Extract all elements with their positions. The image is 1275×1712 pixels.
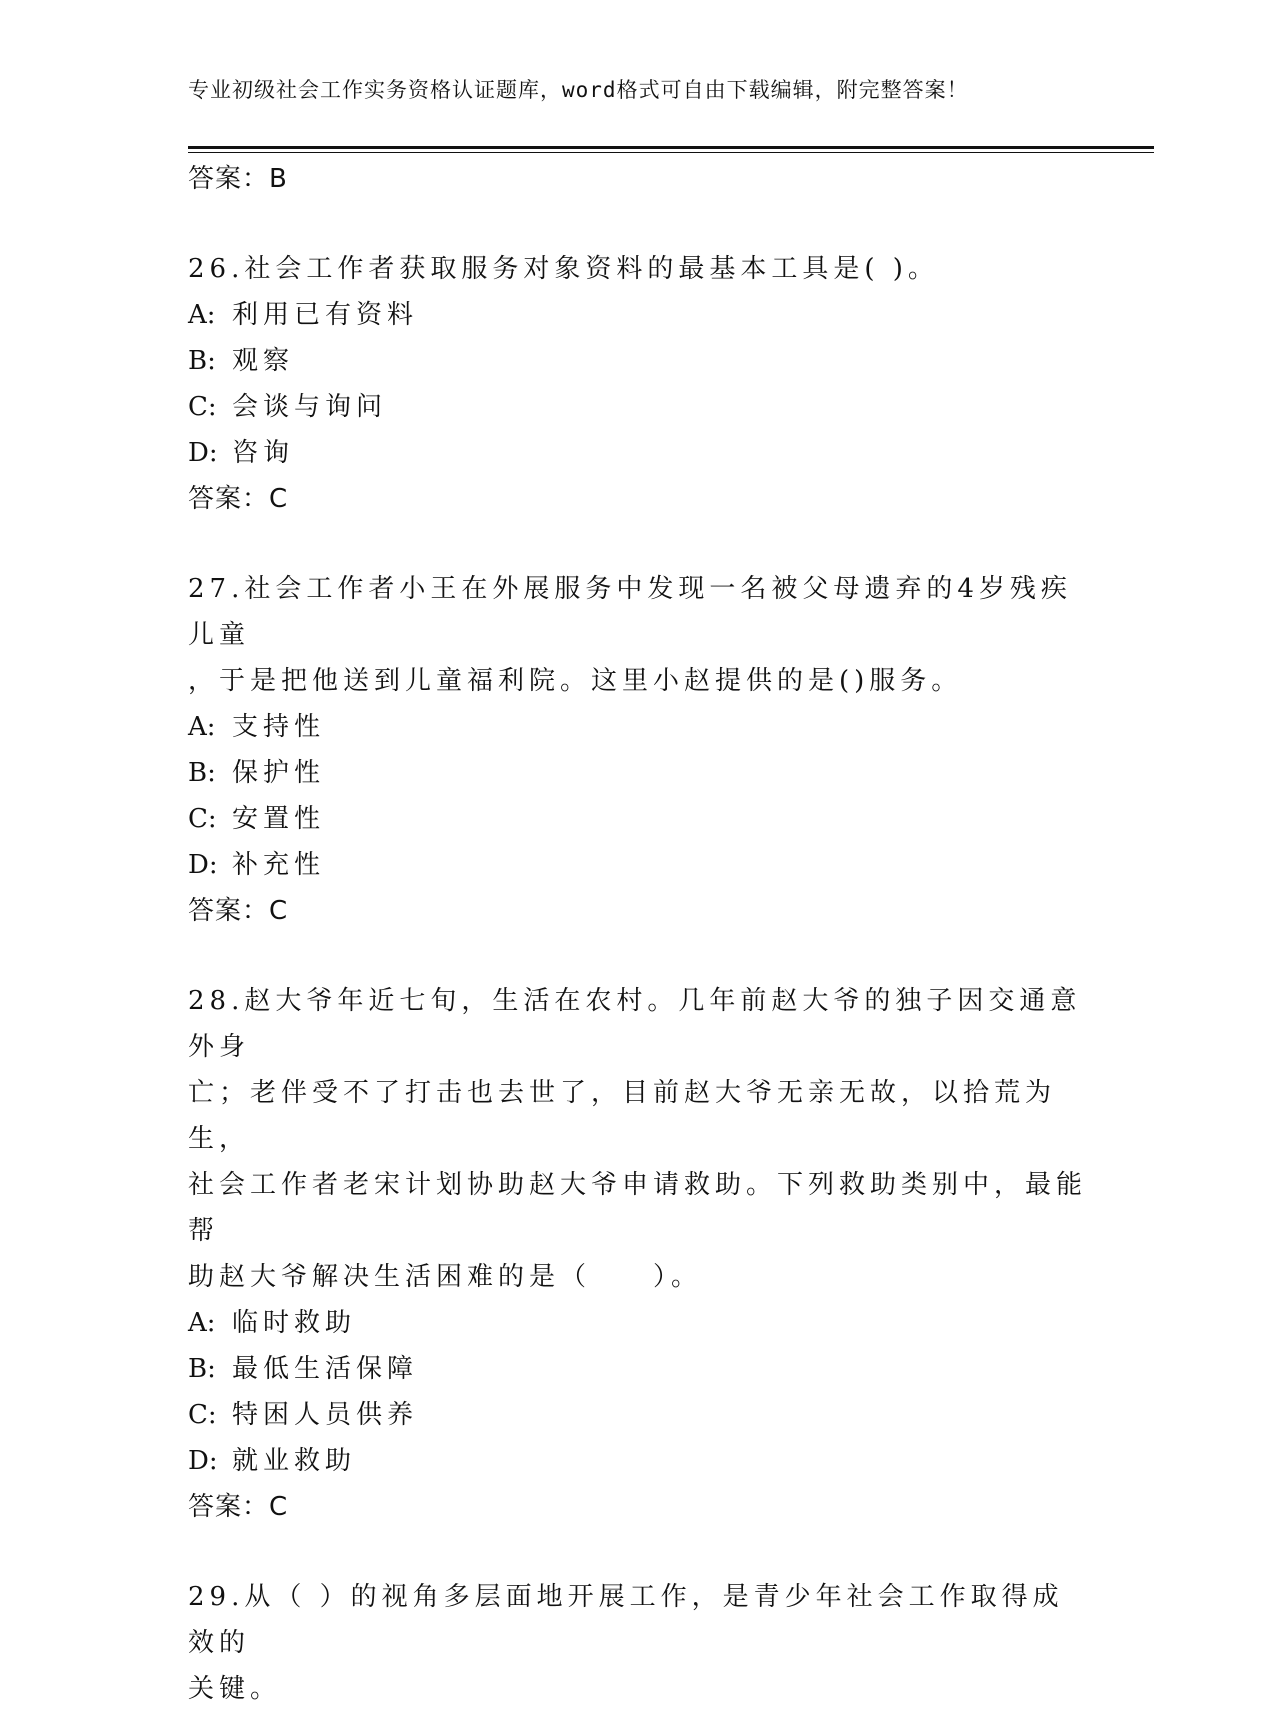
option-text: 特困人员供养 (232, 1400, 419, 1430)
question-stem-line: 关键。 (188, 1674, 282, 1704)
option-a (188, 292, 1088, 338)
option-letter: C: (188, 804, 217, 834)
page-header: 专业初级社会工作实务资格认证题库，word格式可自由下载编辑，附完整答案！ (188, 78, 969, 102)
spacer (188, 522, 1088, 566)
question-stem-line: 亡；老伴受不了打击也去世了，目前赵大爷无亲无故，以拾荒为生， (188, 1078, 1057, 1154)
option-text: 就业救助 (232, 1446, 357, 1476)
option-a (188, 1300, 1088, 1346)
question-stem-line: ，于是把他送到儿童福利院。这里小赵提供的是()服务。 (188, 666, 963, 696)
option-c (188, 1392, 1088, 1438)
option-letter: B: (188, 1354, 216, 1384)
option-letter: C: (188, 1400, 217, 1430)
option-d (188, 1438, 1088, 1484)
header-rule-thin (188, 152, 1154, 153)
option-text: 保护性 (232, 758, 326, 788)
option-letter: B: (188, 758, 216, 788)
question-29 (188, 1574, 1088, 1712)
option-b (188, 1346, 1088, 1392)
option-d (188, 430, 1088, 476)
question-list (188, 156, 1088, 1712)
spacer (188, 202, 1088, 246)
question-stem-line: 26.社会工作者获取服务对象资料的最基本工具是( )。 (188, 254, 939, 284)
option-letter: A: (188, 1308, 216, 1338)
option-c (188, 796, 1088, 842)
option-d (188, 842, 1088, 888)
option-letter: D: (188, 1446, 218, 1476)
option-text: 观察 (232, 346, 295, 376)
option-text: 安置性 (232, 804, 326, 834)
question-27 (188, 566, 1088, 934)
option-text: 临时救助 (232, 1308, 357, 1338)
question-stem-line: 27.社会工作者小王在外展服务中发现一名被父母遗弃的4岁残疾儿童 (188, 574, 1072, 650)
option-letter: D: (188, 438, 218, 468)
option-text: 咨询 (232, 438, 295, 468)
question-stem-line: 29.从（ ）的视角多层面地开展工作，是青少年社会工作取得成效的 (188, 1582, 1064, 1658)
option-letter: D: (188, 850, 218, 880)
spacer (188, 934, 1088, 978)
option-c (188, 384, 1088, 430)
question-28 (188, 978, 1088, 1530)
header-rule-thick (188, 146, 1154, 149)
answer-line: 答案：C (188, 1492, 289, 1522)
question-stem-line: 社会工作者老宋计划协助赵大爷申请救助。下列救助类别中，最能帮 (188, 1170, 1088, 1246)
answer-line: 答案：C (188, 484, 289, 514)
option-b (188, 338, 1088, 384)
question-stem-line: 助赵大爷解决生活困难的是（ ）。 (188, 1262, 703, 1292)
answer-line: 答案：C (188, 896, 289, 926)
option-text: 利用已有资料 (232, 300, 419, 330)
option-b (188, 750, 1088, 796)
question-26 (188, 246, 1088, 522)
option-letter: A: (188, 712, 216, 742)
option-text: 最低生活保障 (232, 1354, 419, 1384)
option-text: 支持性 (232, 712, 326, 742)
option-letter: A: (188, 300, 216, 330)
option-text: 会谈与询问 (232, 392, 388, 422)
spacer (188, 1530, 1088, 1574)
option-a (188, 704, 1088, 750)
option-letter: B: (188, 346, 216, 376)
option-letter: C: (188, 392, 217, 422)
previous-answer: 答案：B (188, 164, 288, 194)
question-stem-line: 28.赵大爷年近七旬，生活在农村。几年前赵大爷的独子因交通意外身 (188, 986, 1082, 1062)
option-text: 补充性 (232, 850, 326, 880)
